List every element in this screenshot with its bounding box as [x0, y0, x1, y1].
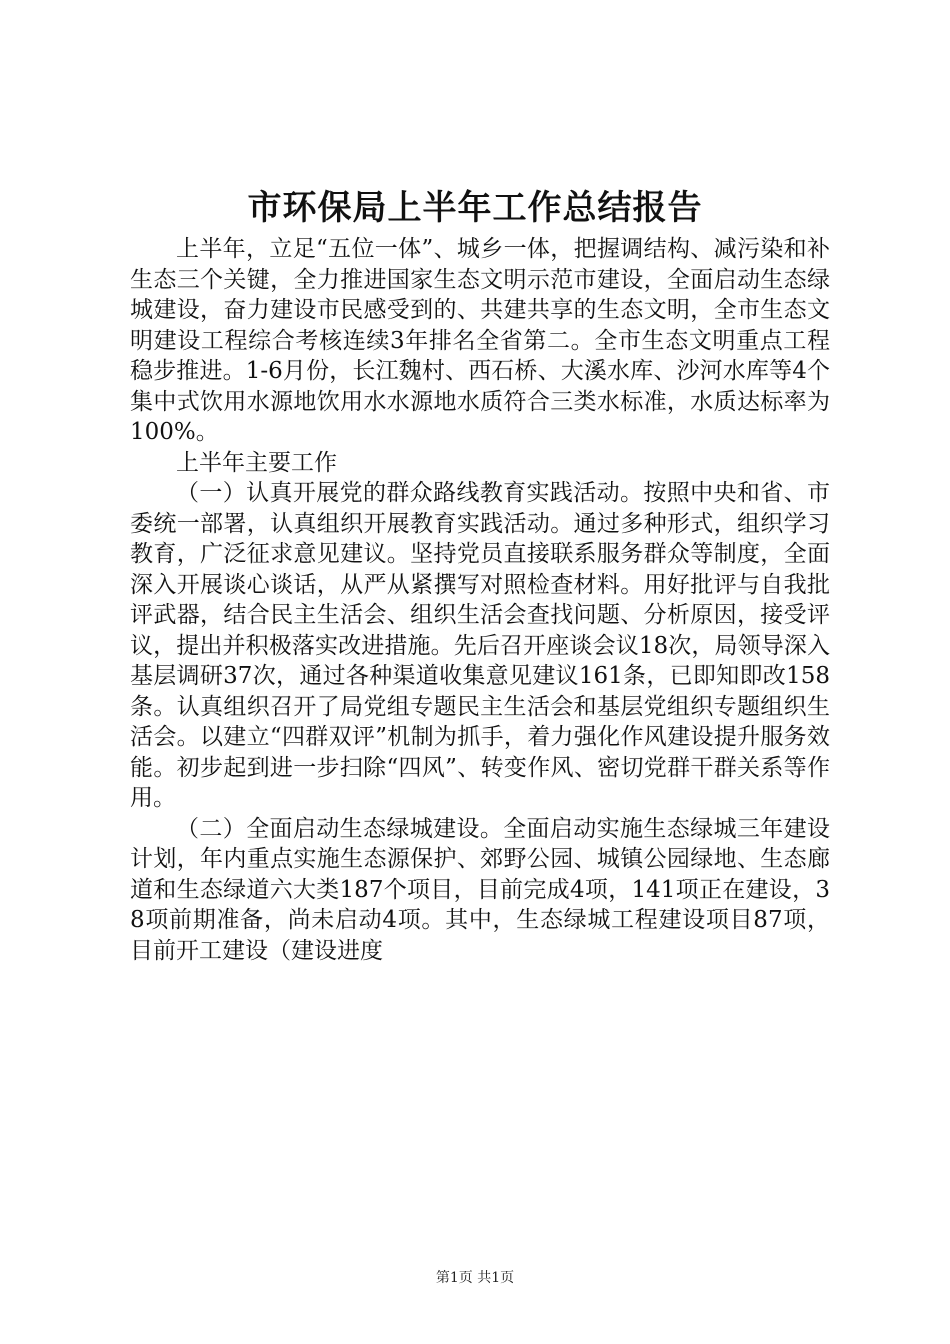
- paragraph-intro: 上半年，立足“五位一体”、城乡一体，把握调结构、减污染和补生态三个关键，全力推进国家生态文明示范市建设，全面启动生态绿城建设，奋力建设市民感受到的、共建共享的生态文明，全市生态文明建设工程综合考核连续3年排名全省第二。全市生态文明重点工程稳步推进。1-6月份，长江魏村、西石桥、大溪水库、沙河水库等4个集中式饮用水源地饮用水水源地水质符合三类水标准，水质达标率为100%。: [130, 236, 830, 445]
- paragraph-item-one: （一）认真开展党的群众路线教育实践活动。按照中央和省、市委统一部署，认真组织开展教育实践活动。通过多种形式，组织学习教育，广泛征求意见建议。坚持党员直接联系服务群众等制度，全面深入开展谈心谈话，从严从紧撰写对照检查材料。用好批评与自我批评武器，结合民主生活会、组织生活会查找问题、分析原因，接受评议，提出并积极落实改进措施。先后召开座谈会议18次，局领导深入基层调研37次，通过各种渠道收集意见建议161条，已即知即改158条。认真组织召开了局党组专题民主生活会和基层党组织专题组织生活会。以建立“四群双评”机制为抓手，着力强化作风建设提升服务效能。初步起到进一步扫除“四风”、转变作风、密切党群干群关系等作用。: [130, 480, 830, 811]
- paragraph-item-two: （二）全面启动生态绿城建设。全面启动实施生态绿城三年建设计划，年内重点实施生态源保护、郊野公园、城镇公园绿地、生态廊道和生态绿道六大类187个项目，目前完成4项，141项正在建设，38项前期准备，尚未启动4项。其中，生态绿城工程建设项目87项，目前开工建设（建设进度: [130, 815, 830, 964]
- paragraph-section-heading: 上半年主要工作: [176, 449, 337, 476]
- document-title: 市环保局上半年工作总结报告: [247, 188, 703, 228]
- page-number: 第1页 共1页: [435, 1270, 515, 1286]
- document-body: [130, 234, 830, 966]
